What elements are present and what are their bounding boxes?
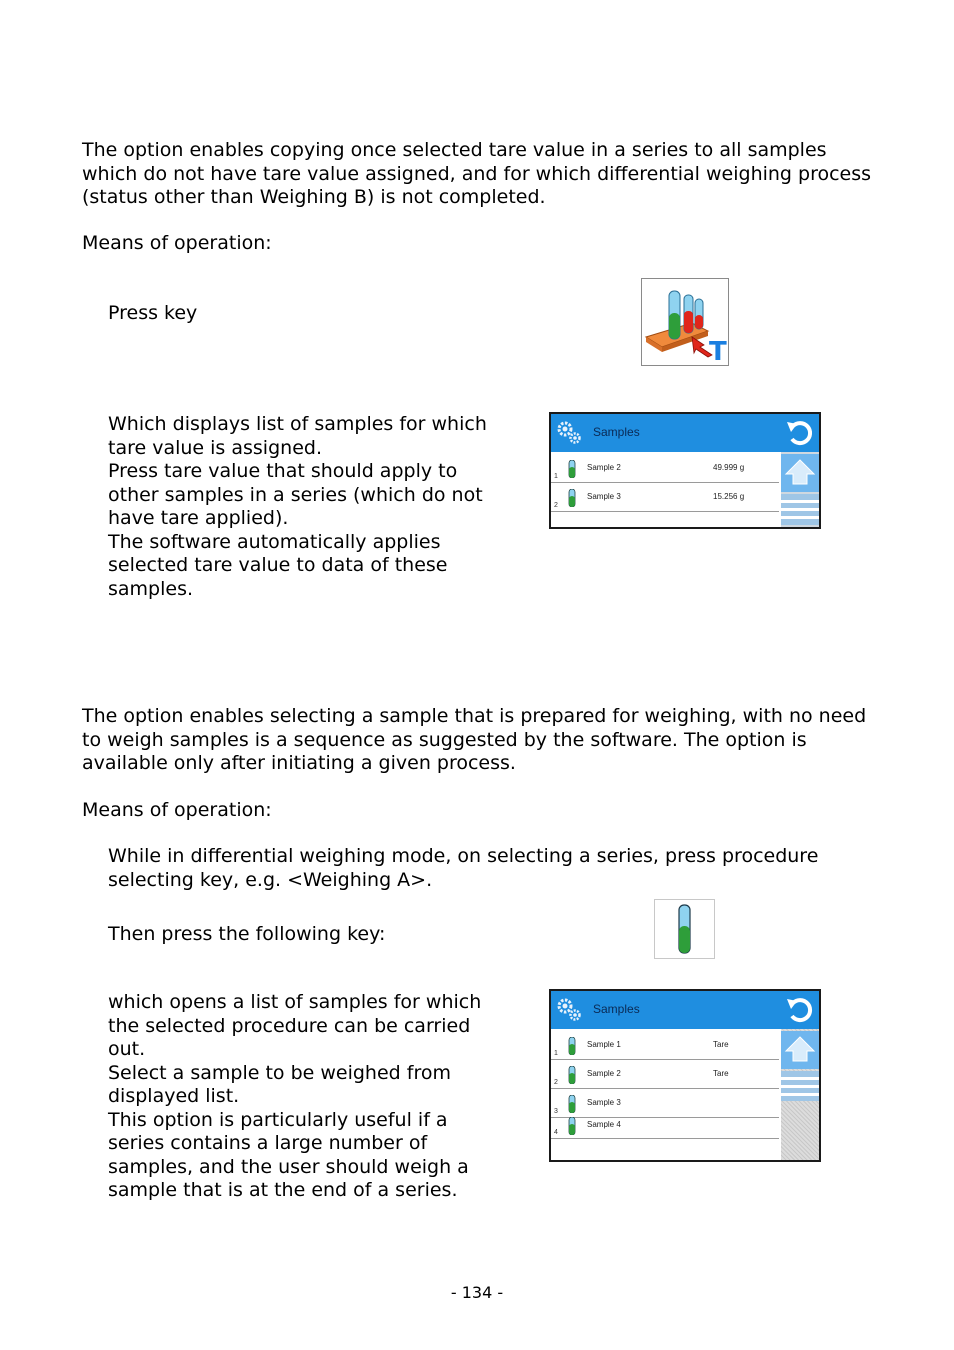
settings-gear-icon[interactable]	[555, 419, 583, 447]
arrow-up-icon	[781, 454, 819, 492]
screen-sidebar	[781, 991, 819, 1160]
svg-text:T: T	[709, 337, 727, 365]
section2-step3: which opens a list of samples for which the selected procedure can be carried out. Select a sample to be weighed from displayed list. This option is particularly useful if a series contains a large number of samples, and the user should weigh a sample that is at the end of a series.	[108, 991, 482, 1201]
sample-tube-icon	[568, 1066, 576, 1084]
scroll-up-button[interactable]	[781, 1031, 819, 1069]
section1-intro: The option enables copying once selected tare value in a series to all samples which do not have tare value assigned, and for which differential weighing process (status other than Weighing B) is not completed.	[82, 139, 872, 208]
list-item[interactable]: 1 Sample 2 49.999 g	[551, 454, 779, 483]
section2-step1: While in differential weighing mode, on selecting a series, press procedure selecting key, e.g. <Weighing A>.	[108, 845, 819, 891]
sample-tube-icon	[568, 1095, 576, 1113]
screen-header	[551, 991, 781, 1029]
list-item[interactable]: 4 Sample 4	[551, 1114, 779, 1139]
list-item[interactable]: 1 Sample 1 Tare	[551, 1031, 779, 1060]
settings-gear-icon[interactable]	[555, 996, 583, 1024]
section2-means-label: Means of operation:	[82, 799, 272, 821]
scroll-down-button[interactable]	[781, 1071, 819, 1101]
screen-title: Samples	[593, 425, 640, 439]
scroll-lines-icon	[781, 1071, 819, 1101]
scroll-down-button[interactable]	[781, 494, 819, 525]
sample-tube-icon	[568, 1117, 576, 1135]
section1-means-label: Means of operation:	[82, 232, 272, 254]
scroll-lines-icon	[781, 494, 819, 525]
screen-title: Samples	[593, 1002, 640, 1016]
section2-intro: The option enables selecting a sample that is prepared for weighing, with no need to weigh samples is a sequence as suggested by the software. The option is available only after initiating a given process.	[82, 705, 867, 774]
scroll-up-button[interactable]	[781, 454, 819, 492]
section2-step2: Then press the following key:	[108, 923, 386, 945]
list-item[interactable]: 2 Sample 2 Tare	[551, 1060, 779, 1089]
tare-copy-key[interactable]	[641, 278, 729, 366]
select-sample-key[interactable]	[654, 899, 715, 959]
section1-step1: Press key	[108, 302, 198, 324]
back-arrow-icon	[781, 991, 819, 1029]
section1-step2: Which displays list of samples for which tare value is assigned. Press tare value that should apply to other samples in a series (which do not have tare applied). The software automatically applies selected tare value to data of these samples.	[108, 413, 487, 600]
sample-tube-icon	[568, 489, 576, 507]
back-button[interactable]	[781, 991, 819, 1029]
screen-sidebar	[781, 414, 819, 527]
list-item[interactable]: 3 Sample 3	[551, 1089, 779, 1118]
arrow-up-icon	[781, 1031, 819, 1069]
list-item[interactable]: 2 Sample 3 15.256 g	[551, 483, 779, 512]
samples-screen-tare	[549, 412, 821, 529]
tare-copy-icon	[642, 279, 728, 365]
sample-tube-icon	[655, 900, 714, 958]
screen-header	[551, 414, 781, 452]
samples-screen-select	[549, 989, 821, 1162]
sample-tube-icon	[568, 460, 576, 478]
page-number: - 134 -	[450, 1283, 504, 1302]
sample-tube-icon	[568, 1037, 576, 1055]
back-arrow-icon	[781, 414, 819, 452]
back-button[interactable]	[781, 414, 819, 452]
